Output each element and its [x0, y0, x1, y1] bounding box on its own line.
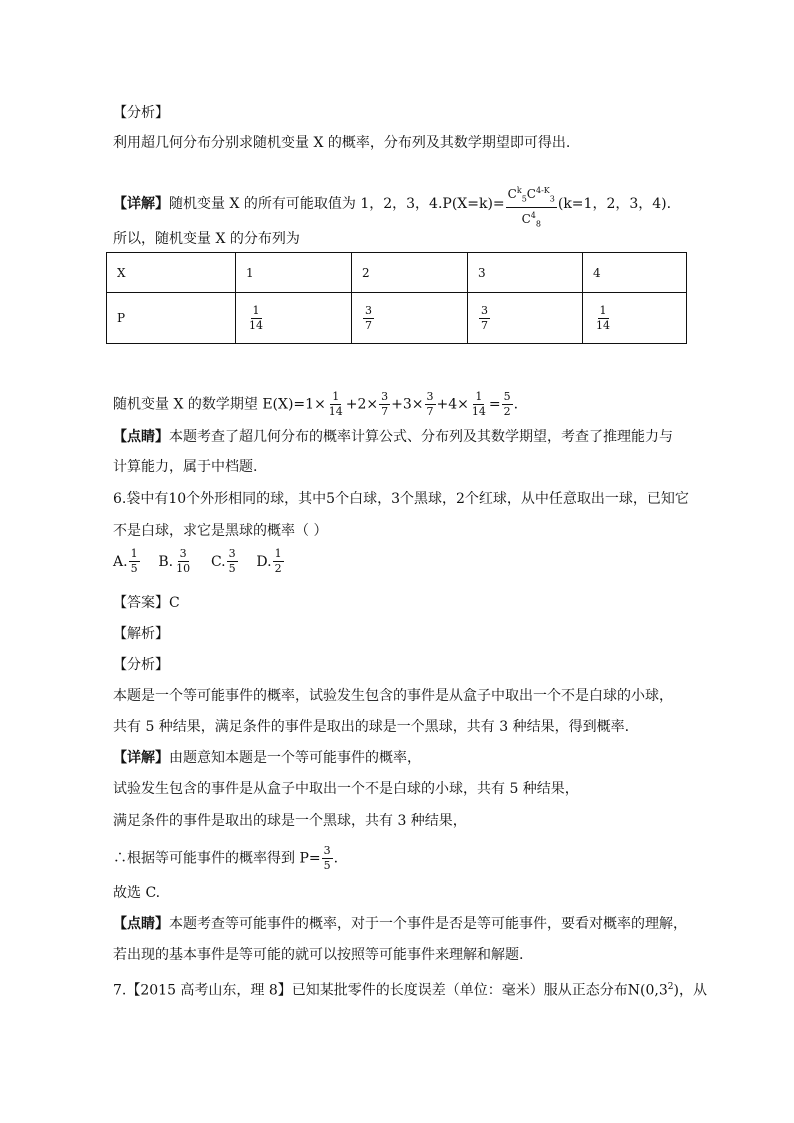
expectation-text: 随机变量 X 的数学期望 E(X)=1× — [113, 396, 326, 413]
options-line — [113, 548, 285, 575]
detail-line — [113, 180, 671, 228]
analysis-6-line-2: 共有 5 种结果，满足条件的事件是取出的球是一个黑球，共有 3 种结果，得到概率. — [113, 719, 630, 735]
detail-6-line-1: 【详解】由题意知本题是一个等可能事件的概率， — [113, 750, 421, 766]
detail-6-line-3: 满足条件的事件是取出的球是一个黑球，共有 3 种结果， — [113, 813, 467, 829]
table-row — [107, 253, 687, 293]
option-b: B. $\frac{3}{10}$ — [158, 547, 191, 575]
comment-6-line-1: 【点睛】本题考查等可能事件的概率，对于一个事件是否是等可能事件，要看对概率的理解， — [113, 916, 687, 932]
hypergeometric-formula: $\frac{C^k_5C^{4-K}_3}{C^4_8}$ — [507, 186, 555, 229]
choose-answer: 故选 C. — [113, 885, 161, 901]
table-cell: 4 — [583, 253, 687, 293]
analysis-heading: 【分析】 — [113, 105, 169, 121]
table-cell: 3 — [468, 253, 583, 293]
comment-6-line-2: 若出现的基本事件是等可能的就可以按照等可能事件来理解和解题. — [113, 947, 524, 963]
distribution-table — [106, 252, 687, 344]
expectation-line: 随机变量 X 的数学期望 E(X)=1× $\frac{1}{14}$ +2× $\frac{3}{7}$ +3× $\frac{3}{7}$ +4× $\frac{1}{14}$ = $\frac{5}{2}$ . — [113, 390, 519, 418]
answer: 【答案】C — [113, 595, 180, 611]
table-header-x: X — [107, 253, 236, 293]
analysis-text: 利用超几何分布分别求随机变量 X 的概率，分布列及其数学期望即可得出. — [113, 135, 571, 151]
analysis-heading-6: 【分析】 — [113, 657, 169, 673]
table-cell: $\frac{3}{7}$ — [468, 293, 583, 344]
option-a: A. $\frac{1}{5}$ — [113, 547, 138, 575]
table-row — [107, 293, 687, 344]
detail-text: 随机变量 X 的所有可能取值为 1，2，3，4.P(X=k)= — [169, 195, 505, 212]
table-cell: $\frac{3}{7}$ — [352, 293, 468, 344]
question-6-line-2: 不是白球，求它是黑球的概率（ ） — [113, 523, 328, 539]
table-cell: $\frac{1}{14}$ — [236, 293, 352, 344]
distribution-intro: 所以，随机变量 X 的分布列为 — [113, 231, 300, 247]
detail-6-line-2: 试验发生包含的事件是从盒子中取出一个不是白球的小球，共有 5 种结果， — [113, 781, 579, 797]
solution-heading: 【解析】 — [113, 626, 169, 642]
detail-heading: 【详解】 — [113, 195, 169, 212]
detail-range: (k=1，2，3，4). — [557, 195, 672, 212]
option-d: D. $\frac{1}{2}$ — [256, 547, 282, 575]
question-7: 7.【2015 高考山东，理 8】已知某批零件的长度误差（单位：毫米）服从正态分布$N(0,3^2)$，从 — [113, 982, 707, 999]
question-6-line-1: 6.袋中有10个外形相同的球，其中5个白球，3个黑球，2个红球，从中任意取出一球，已知它 — [113, 491, 689, 507]
detail-6-line-4: ∴根据等可能事件的概率得到 P= $\frac{3}{5}$ . — [113, 844, 339, 872]
comment-text-2: 计算能力，属于中档题. — [113, 459, 258, 475]
table-cell: 2 — [352, 253, 468, 293]
table-cell: 1 — [236, 253, 352, 293]
option-c: C. $\frac{3}{5}$ — [210, 547, 236, 575]
comment-line — [113, 428, 673, 446]
analysis-6-line-1: 本题是一个等可能事件的概率，试验发生包含的事件是从盒子中取出一个不是白球的小球， — [113, 688, 673, 704]
comment-heading: 【点睛】 — [113, 429, 169, 445]
table-cell: $\frac{1}{14}$ — [583, 293, 687, 344]
comment-text: 本题考查了超几何分布的概率计算公式、分布列及其数学期望，考查了推理能力与 — [169, 429, 673, 445]
table-header-p: P — [107, 293, 236, 344]
